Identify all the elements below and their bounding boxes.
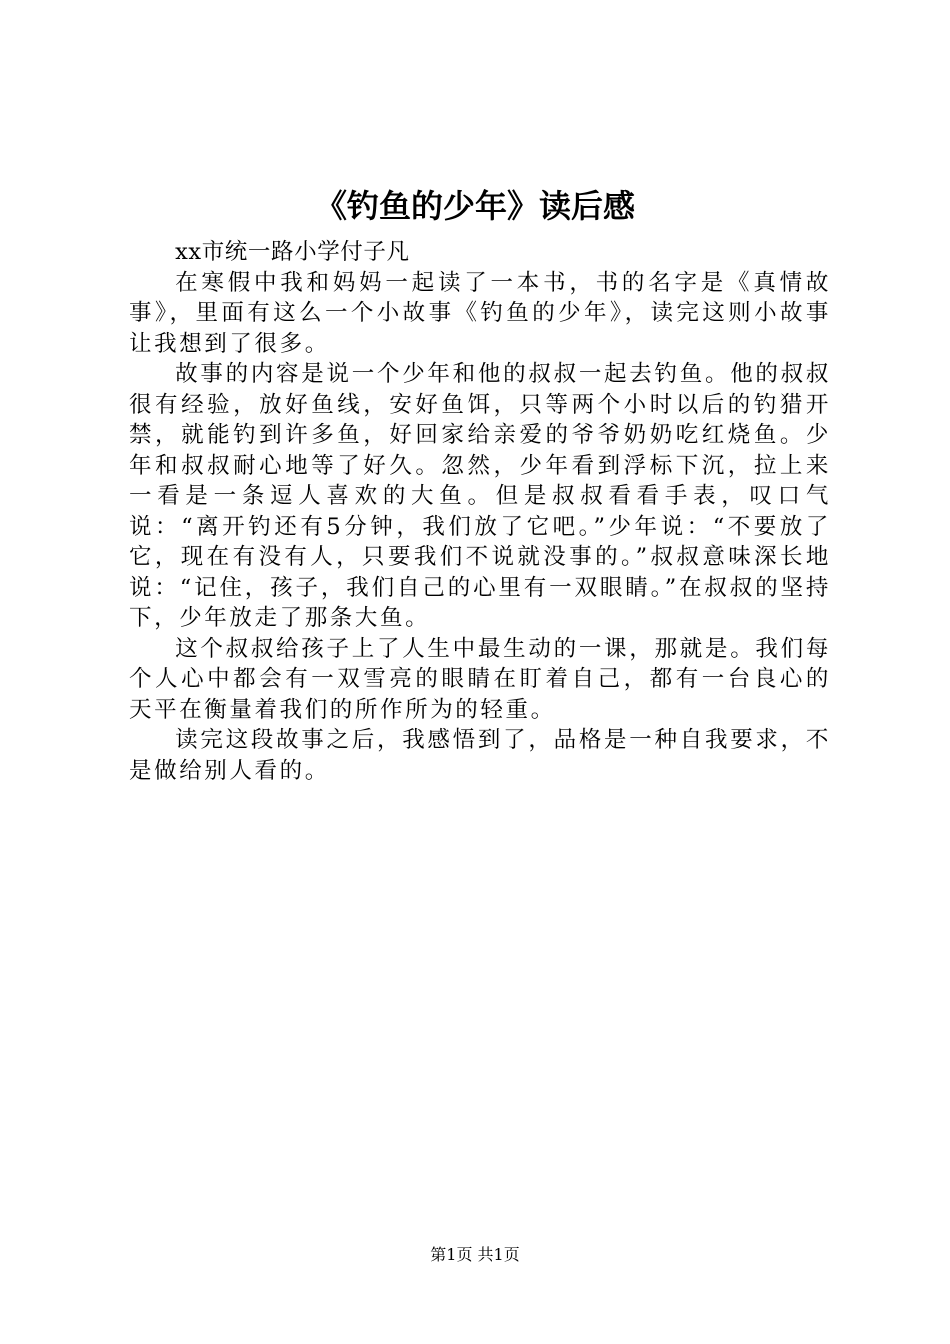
paragraph-3: 这个叔叔给孩子上了人生中最生动的一课，那就是。我们每个人心中都会有一双雪亮的眼睛在盯着自己，都有一台良心的天平在衡量着我们的所作所为的轻重。 — [129, 635, 831, 723]
paragraph-4: 读完这段故事之后，我感悟到了，品格是一种自我要求，不是做给别人看的。 — [129, 727, 831, 784]
document-body — [129, 237, 831, 786]
author-line: xx市统一路小学付子凡 — [175, 239, 410, 265]
document-title: 《钓鱼的少年》读后感 — [314, 187, 635, 225]
paragraph-2: 故事的内容是说一个少年和他的叔叔一起去钓鱼。他的叔叔很有经验，放好鱼线，安好鱼饵，只等两个小时以后的钓猎开禁，就能钓到许多鱼，好回家给亲爱的爷爷奶奶吃红烧鱼。少年和叔叔耐心地等了好久。忽然，少年看到浮标下沉，拉上来一看是一条逗人喜欢的大鱼。但是叔叔看看手表，叹口气说：“离开钓还有5分钟，我们放了它吧。”少年说：“不要放了它，现在有没有人，只要我们不说就没事的。”叔叔意味深长地说：“记住，孩子，我们自己的心里有一双眼睛。”在叔叔的坚持下，少年放走了那条大鱼。 — [129, 361, 831, 631]
paragraph-1: 在寒假中我和妈妈一起读了一本书，书的名字是《真情故事》，里面有这么一个小故事《钓鱼的少年》，读完这则小故事让我想到了很多。 — [129, 269, 831, 357]
page-footer: 第1页 共1页 — [430, 1245, 520, 1264]
